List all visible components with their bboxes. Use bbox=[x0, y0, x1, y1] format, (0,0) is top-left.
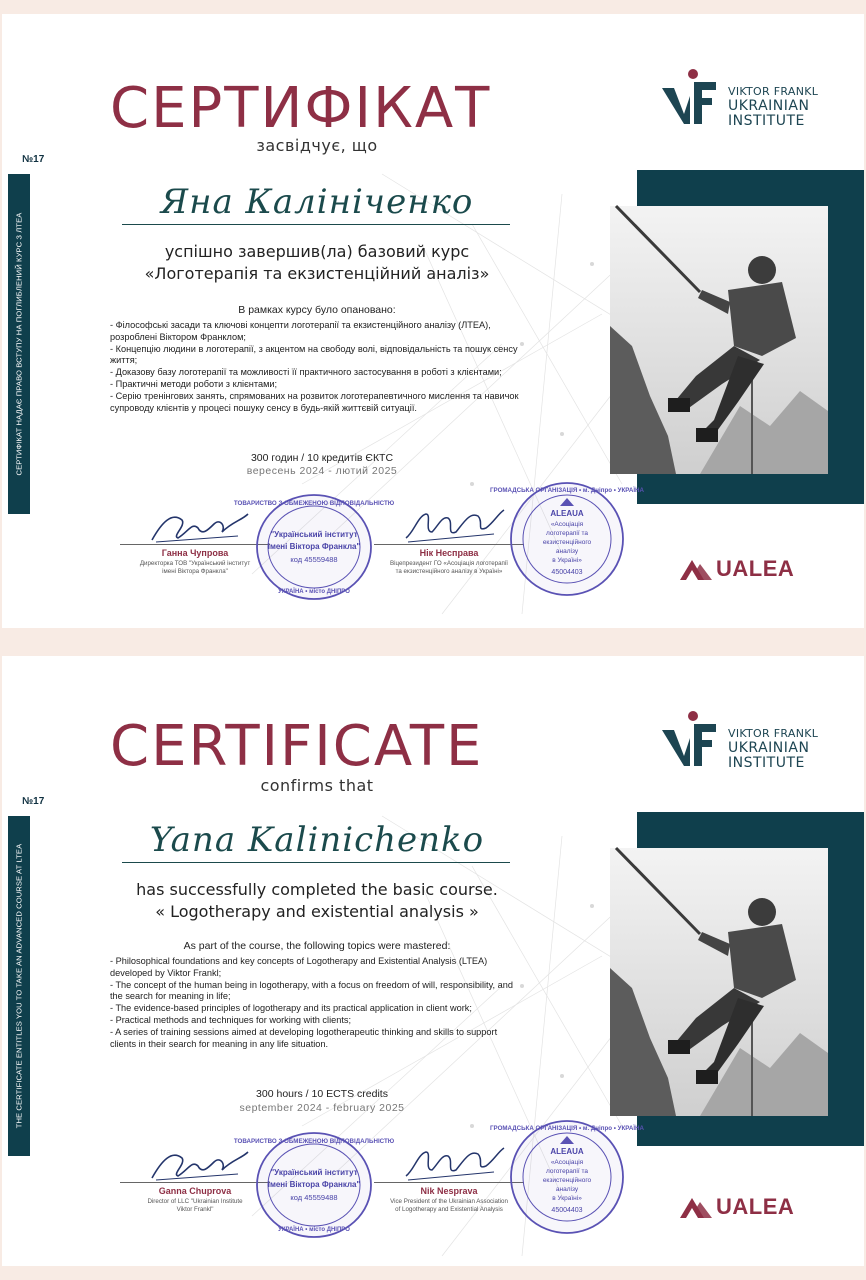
signatory-2-name: Нік Несправа bbox=[419, 548, 479, 558]
certificate-number: №17 bbox=[22, 796, 45, 807]
side-band-text: СЕРТИФІКАТ НАДАЄ ПРАВО ВСТУПУ НА ПОГЛИБЛЕНИЙ КУРС З ЛТЕА bbox=[14, 212, 24, 476]
svg-text:імені Віктора Франкла": імені Віктора Франкла" bbox=[267, 542, 361, 551]
logo-text: VIKTOR FRANKL UKRAINIAN INSTITUTE bbox=[728, 727, 819, 771]
name-underline bbox=[122, 862, 510, 863]
institute-stamp-left bbox=[233, 492, 395, 602]
course-title: « Logotherapy and existential analysis » bbox=[155, 902, 479, 921]
name-underline bbox=[122, 224, 510, 225]
recipient-name: Яна Калініченко bbox=[160, 182, 474, 222]
svg-text:«Асоціація: «Асоціація bbox=[550, 521, 584, 528]
topic-item: - The concept of the human being in logotherapy, with a focus on freedom of will, responsibility, and the search for meaning in life; bbox=[110, 979, 513, 1002]
topic-item: - Філософські засади та ключові концепти логотерапії та екзистенційного аналізу (ЛТЕА), розроблені Віктором Франклом; bbox=[110, 320, 491, 342]
logo-text: VIKTOR FRANKL UKRAINIAN INSTITUTE bbox=[728, 85, 819, 129]
topics-intro: В рамках курсу було опановано: bbox=[238, 304, 396, 316]
vf-logo-mark-icon bbox=[660, 68, 722, 128]
association-stamp-right bbox=[490, 1118, 644, 1236]
confirms-text: confirms that bbox=[260, 776, 374, 795]
svg-text:екзистенційного: екзистенційного bbox=[542, 539, 592, 546]
topic-item: - Практичні методи роботи з клієнтами; bbox=[110, 378, 278, 389]
course-title: «Логотерапія та екзистенційний аналіз» bbox=[144, 264, 490, 283]
svg-text:ГРОМАДСЬКА ОРГАНІЗАЦІЯ • м. Дн: ГРОМАДСЬКА ОРГАНІЗАЦІЯ • м. Дніпро • УКРАЇНА bbox=[490, 487, 644, 494]
topics-intro: As part of the course, the following topics were mastered: bbox=[183, 940, 451, 952]
topics-list bbox=[110, 320, 524, 414]
certificate-title: СЕРТИФІКАТ bbox=[110, 76, 492, 141]
climber-photo bbox=[610, 206, 828, 474]
topic-item: - The evidence-based principles of logotherapy and its practical application in client work; bbox=[110, 1003, 472, 1014]
svg-text:45004403: 45004403 bbox=[551, 569, 583, 576]
svg-text:"Український інститут: "Український інститут bbox=[270, 1168, 358, 1177]
svg-text:код 45559488: код 45559488 bbox=[290, 555, 338, 564]
topic-item: - A series of training sessions aimed at developing logotherapeutic thinking and skills to support clients in their search for meaning in any life situation. bbox=[110, 1026, 498, 1049]
svg-text:в Україні»: в Україні» bbox=[552, 557, 582, 564]
svg-text:екзистенційного: екзистенційного bbox=[542, 1177, 592, 1184]
svg-text:ГРОМАДСЬКА ОРГАНІЗАЦІЯ • м. Дн: ГРОМАДСЬКА ОРГАНІЗАЦІЯ • м. Дніпро • УКРАЇНА bbox=[490, 1125, 644, 1132]
topic-item: - Practical methods and techniques for working with clients; bbox=[110, 1014, 352, 1025]
certificate-ukrainian bbox=[2, 14, 864, 628]
signature-2-line bbox=[374, 1182, 524, 1183]
signatory-2-name: Nik Nesprava bbox=[420, 1186, 478, 1196]
svg-text:«Асоціація: «Асоціація bbox=[550, 1159, 584, 1166]
svg-text:ТОВАРИСТВО З ОБМЕЖЕНОЮ ВІДПОВІ: ТОВАРИСТВО З ОБМЕЖЕНОЮ ВІДПОВІДАЛЬНІСТЮ bbox=[233, 500, 395, 507]
signatory-2-role: Віцепрезидент ГО «Асоціація логотерапії та екзистенційного аналізу в Україні» bbox=[390, 560, 508, 575]
hours-credits: 300 hours / 10 ECTS credits bbox=[256, 1088, 388, 1100]
svg-text:УКРАЇНА • місто ДНІПРО: УКРАЇНА • місто ДНІПРО bbox=[278, 1227, 350, 1233]
signatory-1-name: Ганна Чупрова bbox=[161, 548, 229, 558]
course-dates: вересень 2024 - лютий 2025 bbox=[246, 465, 398, 477]
topics-list bbox=[110, 956, 524, 1050]
signature-1-line bbox=[120, 1182, 270, 1183]
ualea-text: UALEA bbox=[716, 1194, 795, 1219]
svg-text:УКРАЇНА • місто ДНІПРО: УКРАЇНА • місто ДНІПРО bbox=[278, 589, 350, 595]
course-completed-text: успішно завершив(ла) базовий курс bbox=[164, 242, 470, 261]
svg-text:ТОВАРИСТВО З ОБМЕЖЕНОЮ ВІДПОВІ: ТОВАРИСТВО З ОБМЕЖЕНОЮ ВІДПОВІДАЛЬНІСТЮ bbox=[233, 1138, 395, 1145]
signatory-1-role: Director of LLC "Ukrainian Institute Viktor Frankl" bbox=[147, 1198, 243, 1213]
institute-stamp-left bbox=[233, 1130, 395, 1240]
institute-logo bbox=[660, 68, 850, 128]
ualea-text: UALEA bbox=[716, 556, 795, 581]
course-dates: september 2024 - february 2025 bbox=[239, 1102, 405, 1114]
signature-2-line bbox=[374, 544, 524, 545]
side-band-text: THE CERTIFICATE ENTITLES YOU TO TAKE AN ADVANCED COURSE AT LTEA bbox=[14, 843, 24, 1129]
signature-1-line bbox=[120, 544, 270, 545]
svg-text:логотерапії та: логотерапії та bbox=[545, 1168, 589, 1175]
signatory-1-name: Ganna Chuprova bbox=[158, 1186, 232, 1196]
ualea-mountain-icon bbox=[680, 558, 714, 580]
climber-photo bbox=[610, 848, 828, 1116]
topic-item: - Концепцію людини в логотерапії, з акцентом на свободу волі, відповідальність та пошук сенсу життя; bbox=[110, 343, 518, 366]
svg-text:в Україні»: в Україні» bbox=[552, 1195, 582, 1202]
association-stamp-right bbox=[490, 480, 644, 598]
certificate-title: CERTIFICATE bbox=[110, 714, 484, 779]
certificate-english bbox=[2, 656, 864, 1266]
topic-item: - Philosophical foundations and key concepts of Logotherapy and Existential Analysis (LTEA) developed by Viktor Frankl; bbox=[110, 956, 488, 978]
svg-text:45004403: 45004403 bbox=[551, 1207, 583, 1214]
svg-text:імені Віктора Франкла": імені Віктора Франкла" bbox=[267, 1180, 361, 1189]
vf-logo-mark-icon bbox=[660, 710, 722, 770]
svg-text:ALEAUA: ALEAUA bbox=[550, 509, 584, 518]
signatory-2-role: Vice President of the Ukrainian Association of Logotherapy and Existential Analysis bbox=[390, 1198, 508, 1213]
certificate-number: №17 bbox=[22, 154, 45, 165]
svg-text:логотерапії та: логотерапії та bbox=[545, 530, 589, 537]
svg-text:"Український інститут: "Український інститут bbox=[270, 530, 358, 539]
course-completed-text: has successfully completed the basic course. bbox=[136, 880, 498, 899]
topic-item: - Серію тренінгових занять, спрямованих на розвиток логотерапевтичного мислення та навичок супроводу клієнтів у процесі пошуку сенсу в будь-якій життєвій ситуації. bbox=[110, 390, 519, 413]
confirms-text: засвідчує, що bbox=[256, 136, 378, 155]
topic-item: - Доказову базу логотерапії та можливості її практичного застосування в роботі з клієнтами; bbox=[110, 367, 502, 378]
hours-credits: 300 годин / 10 кредитів ЄКТС bbox=[250, 452, 394, 464]
signatory-1-role: Директорка ТОВ "Український інститут імені Віктора Франкла" bbox=[139, 560, 251, 575]
svg-text:ALEAUA: ALEAUA bbox=[550, 1147, 584, 1156]
svg-text:аналізу: аналізу bbox=[555, 1186, 579, 1193]
institute-logo bbox=[660, 710, 850, 770]
ualea-mountain-icon bbox=[680, 1196, 714, 1218]
svg-text:аналізу: аналізу bbox=[555, 548, 579, 555]
svg-text:код 45559488: код 45559488 bbox=[290, 1193, 338, 1202]
recipient-name: Yana Kalinichenko bbox=[149, 820, 485, 860]
